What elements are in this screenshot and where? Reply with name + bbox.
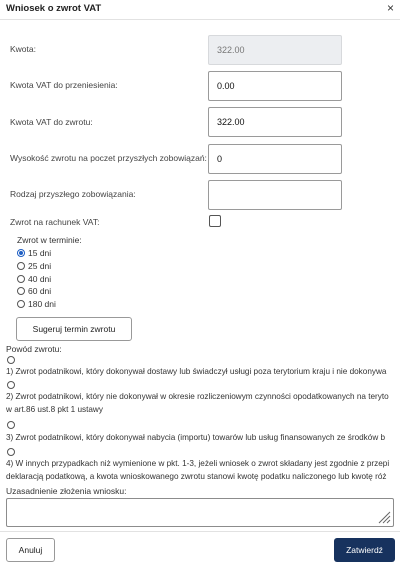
footer-divider [0,531,400,532]
reason-1-radio-icon[interactable] [7,356,15,364]
radio-icon[interactable] [17,262,25,270]
termin-option-label: 180 dni [28,298,56,309]
resize-grip-icon[interactable] [377,510,391,524]
reason-4-text: 4) W innych przypadkach niż wymienione w pkt. 1-3, jeżeli wniosek o zwrot składany jest zgodnie z przepi [6,459,390,468]
reason-3-radio-icon[interactable] [7,421,15,429]
termin-option-40[interactable] [17,273,51,284]
reason-2-radio-icon[interactable] [7,381,15,389]
termin-label: Zwrot w terminie: [17,235,82,245]
termin-option-25[interactable] [17,260,51,271]
uzasadnienie-textarea[interactable] [6,498,394,527]
reason-4-text-cont: deklaracją podatkową, a kwota wnioskowanego zwrotu stanowi kwotę podatku naliczonego lub kwotę róż [6,472,387,481]
reason-3-text: 3) Zwrot podatnikowi, który dokonywał nabycia (importu) towarów lub usług finansowanych ze środków b [6,433,386,442]
termin-option-label: 40 dni [28,273,52,284]
kwota-vat-zwrot-input[interactable]: 322.00 [208,107,342,137]
reason-2-text-cont: w art.86 ust.8 pkt 1 ustawy [6,405,103,414]
suggest-term-button[interactable]: Sugeruj termin zwrotu [16,317,132,341]
radio-icon[interactable] [17,275,25,283]
termin-option-15[interactable] [17,247,51,258]
kwota-field: 322.00 [208,35,342,65]
reason-4-radio-icon[interactable] [7,448,15,456]
kwota-vat-zwrot-label: Kwota VAT do zwrotu: [10,117,93,127]
termin-option-label: 15 dni [28,247,52,258]
rodzaj-zobowiazania-input[interactable] [208,180,342,210]
termin-option-label: 60 dni [28,285,52,296]
radio-icon[interactable] [17,300,25,308]
reason-2-text: 2) Zwrot podatnikowi, który nie dokonywał w okresie rozliczeniowym czynności opodatkowanych na teryto [6,392,389,401]
wysokosc-zwrotu-input[interactable]: 0 [208,144,342,174]
uzasadnienie-label: Uzasadnienie złożenia wniosku: [6,486,127,496]
termin-option-label: 25 dni [28,260,52,271]
rachunek-vat-checkbox[interactable] [209,215,221,227]
kwota-vat-przeniesienie-input[interactable]: 0.00 [208,71,342,101]
reason-1-text: 1) Zwrot podatnikowi, który dokonywał dostawy lub świadczył usługi poza terytorium kraju i nie dokonywa [6,367,387,376]
header-divider [0,19,400,20]
kwota-label: Kwota: [10,44,36,54]
dialog-title: Wniosek o zwrot VAT [6,3,102,14]
confirm-button[interactable]: Zatwierdź [334,538,395,562]
termin-option-180[interactable] [17,298,56,309]
radio-selected-icon[interactable] [17,249,25,257]
radio-icon[interactable] [17,287,25,295]
close-icon[interactable]: × [387,1,395,15]
kwota-vat-przeniesienie-label: Kwota VAT do przeniesienia: [10,80,118,90]
rodzaj-zobowiazania-label: Rodzaj przyszłego zobowiązania: [10,189,136,199]
termin-option-60[interactable] [17,285,51,296]
cancel-button[interactable]: Anuluj [6,538,55,562]
wysokosc-zwrotu-label: Wysokość zwrotu na poczet przyszłych zobowiązań: [10,153,207,163]
rachunek-vat-label: Zwrot na rachunek VAT: [10,217,100,227]
powod-label: Powód zwrotu: [6,344,62,354]
